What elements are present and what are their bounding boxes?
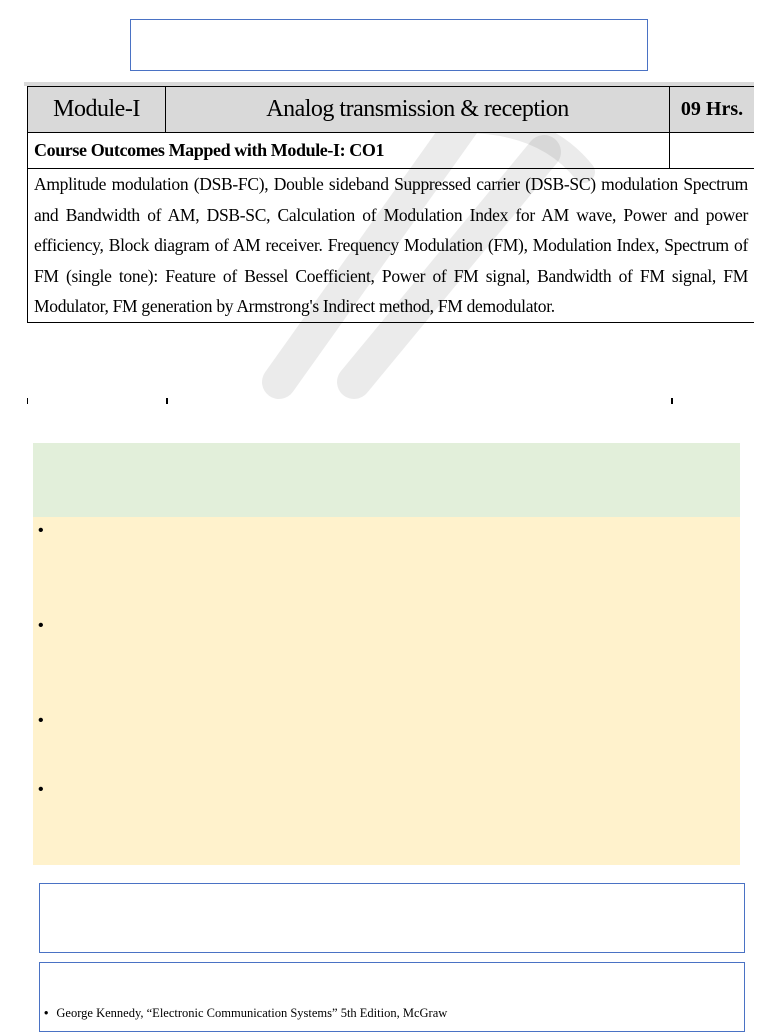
syllabus-table [27,86,754,323]
syllabus-table-image [24,82,754,404]
reference-bullet: • [44,1006,49,1020]
module-content: Amplitude modulation (DSB-FC), Double sideband Suppressed carrier (DSB-SC) modulation Spectrum and Bandwidth of AM, DSB-SC, Calculation of Modulation Index for AM wave, Power and power efficiency, Block diagram of AM receiver. Frequency Modulation (FM), Modulation Index, Spectrum of FM (single tone): Feature of Bessel Coefficient, Power of FM signal, Bandwidth of FM signal, FM Modulator, FM generation by Armstrong's Indirect method, FM demodulator. [28,169,755,323]
yellow-bullet-box[interactable] [33,517,740,865]
bullet-item: • [38,781,44,798]
heading-textbox[interactable] [39,883,745,953]
reference-text: George Kennedy, “Electronic Communication Systems” 5th Edition, McGraw [56,1006,448,1020]
outcomes-row [28,133,755,169]
module-header-row [28,87,755,133]
module-title: Analog transmission & reception [166,87,670,133]
column-divider [671,398,673,404]
module-hours: 09 Hrs. [670,87,755,133]
content-row [28,169,755,323]
bullet-item: • [38,522,44,539]
course-outcomes: Course Outcomes Mapped with Module-I: CO1 [28,133,670,169]
outcomes-blank-cell [670,133,755,169]
module-label: Module-I [28,87,166,133]
title-textbox[interactable] [130,19,648,71]
green-header-box[interactable] [33,443,740,517]
bullet-item: • [38,617,44,634]
column-divider [166,398,168,404]
bullet-item: • [38,712,44,729]
table-next-row-edge [27,398,754,404]
reference-item [44,1006,447,1021]
references-textbox[interactable] [39,962,745,1032]
